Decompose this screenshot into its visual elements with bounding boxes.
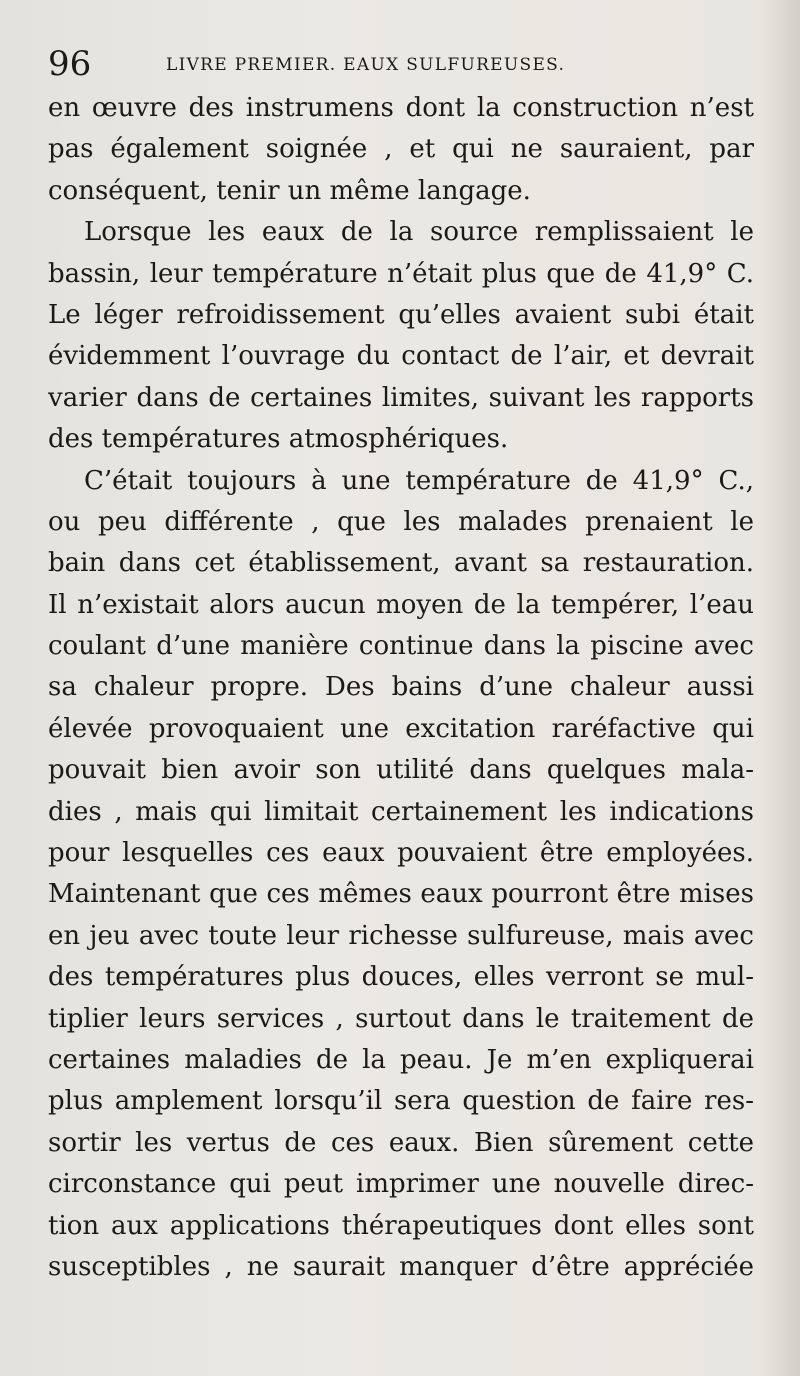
text-line: susceptibles , ne saurait manquer d’être appréciée	[48, 1251, 754, 1282]
text-line: Maintenant que ces mêmes eaux pourront être mises	[48, 879, 754, 910]
text-line: sa chaleur propre. Des bains d’une chaleur aussi	[48, 672, 754, 703]
text-line: évidemment l’ouvrage du contact de l’air, et devrait	[48, 341, 754, 372]
page-header	[48, 44, 754, 84]
text-line: pour lesquelles ces eaux pouvaient être employées.	[48, 838, 754, 869]
text-line: coulant d’une manière continue dans la piscine avec	[48, 631, 754, 662]
text-line: en œuvre des instrumens dont la construction n’est	[48, 93, 754, 123]
text-line: des températures atmosphériques.	[48, 424, 509, 455]
text-line: varier dans de certaines limites, suivant les rapports	[48, 382, 754, 413]
text-line: tion aux applications thérapeutiques dont elles sont	[48, 1210, 754, 1241]
text-line: élevée provoquaient une excitation raréfactive qui	[48, 713, 754, 744]
running-head: LIVRE PREMIER. EAUX SULFUREUSES.	[166, 55, 566, 75]
text-line: pouvait bien avoir son utilité dans quelques mala-	[48, 755, 754, 786]
text-line: tiplier leurs services , surtout dans le traitement de	[48, 1003, 754, 1034]
body-text	[48, 88, 754, 1288]
text-line: C’était toujours à une température de 41,9° C.,	[84, 465, 754, 496]
text-line: dies , mais qui limitait certainement les indications	[48, 796, 754, 827]
text-line: bassin, leur température n’était plus que de 41,9° C.	[48, 258, 754, 289]
text-line: Le léger refroidissement qu’elles avaient subi était	[48, 299, 754, 330]
text-line: certaines maladies de la peau. Je m’en expliquerai	[48, 1044, 754, 1075]
text-line: en jeu avec toute leur richesse sulfureuse, mais avec	[48, 920, 754, 951]
text-line: Il n’existait alors aucun moyen de la tempérer, l’eau	[48, 589, 754, 620]
text-line: bain dans cet établissement, avant sa restauration.	[48, 548, 754, 579]
text-line: des températures plus douces, elles verront se mul-	[48, 962, 754, 993]
text-line: plus amplement lorsqu’il sera question de faire res-	[48, 1086, 754, 1117]
text-line: sortir les vertus de ces eaux. Bien sûrement cette	[48, 1127, 754, 1158]
text-line: Lorsque les eaux de la source remplissaient le	[84, 217, 754, 248]
text-line: ou peu différente , que les malades prenaient le	[48, 506, 754, 537]
page-number: 96	[48, 44, 92, 84]
text-line: conséquent, tenir un même langage.	[48, 175, 531, 206]
page-edge-shadow	[760, 0, 800, 1376]
text-line: pas également soignée , et qui ne sauraient, par	[48, 134, 754, 165]
text-line: circonstance qui peut imprimer une nouvelle direc-	[48, 1169, 754, 1200]
